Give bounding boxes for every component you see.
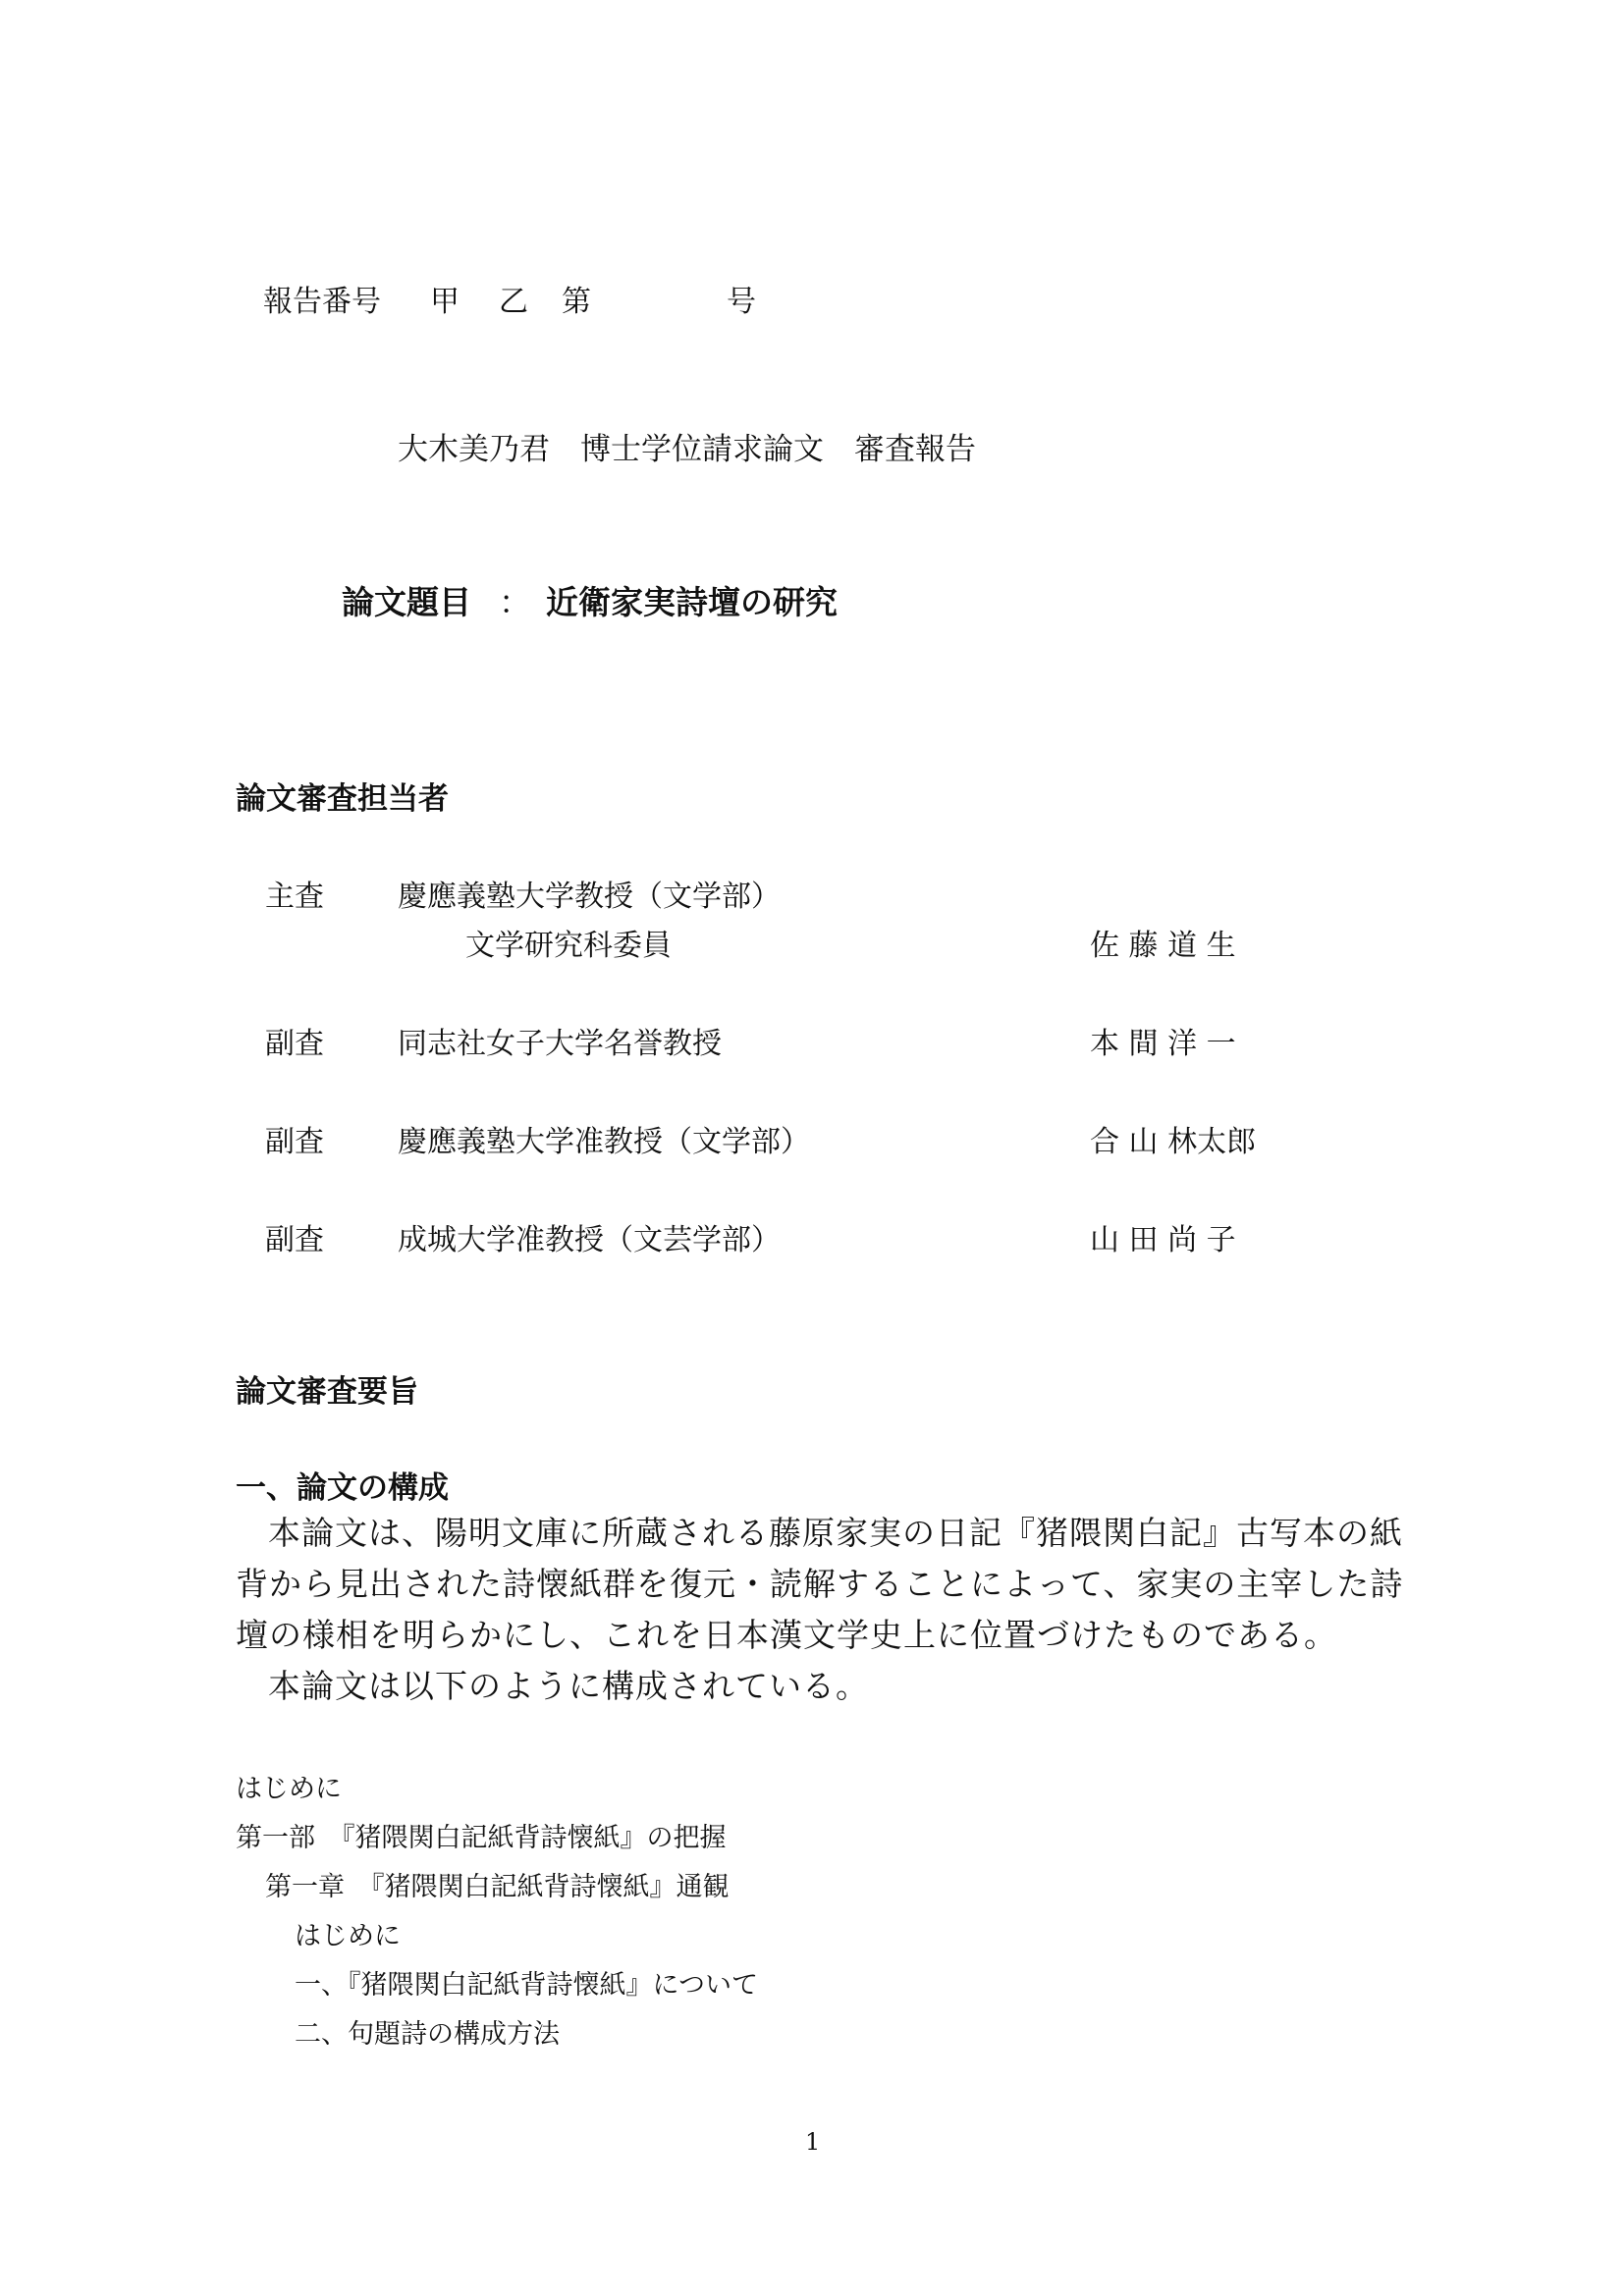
report-number-gou: 号 bbox=[727, 285, 756, 319]
body-paragraph: 本論文は以下のように構成されている。 bbox=[268, 1667, 869, 1705]
toc-item: 二、句題詩の構成方法 bbox=[295, 2019, 560, 2050]
page-number: 1 bbox=[805, 2128, 821, 2156]
examiner-affiliation: 成城大学准教授（文芸学部） bbox=[398, 1223, 781, 1257]
report-number-dai: 第 bbox=[562, 285, 591, 319]
examiner-affiliation: 同志社女子大学名誉教授 bbox=[398, 1027, 722, 1061]
examiner-affiliation: 慶應義塾大学准教授（文学部） bbox=[398, 1125, 810, 1159]
toc-item: 第一部 『猪隈関白記紙背詩懐紙』の把握 bbox=[236, 1823, 727, 1853]
examiner-role: 副査 bbox=[265, 1027, 324, 1061]
report-number-kou: 甲 bbox=[430, 285, 460, 319]
report-number-label: 報告番号 bbox=[263, 285, 381, 319]
thesis-title: 近衛家実詩壇の研究 bbox=[546, 583, 838, 621]
thesis-separator: ： bbox=[499, 583, 531, 621]
examiner-affiliation: 慶應義塾大学教授（文学部） bbox=[398, 880, 781, 914]
review-title: 大木美乃君 博士学位請求論文 審査報告 bbox=[398, 432, 976, 467]
toc-item: はじめに bbox=[236, 1774, 342, 1804]
summary-heading: 論文審査要旨 bbox=[236, 1374, 418, 1410]
examiner-name: 佐 藤 道 生 bbox=[1090, 929, 1236, 963]
examiner-affiliation-sub: 文学研究科委員 bbox=[465, 929, 672, 963]
thesis-label: 論文題目 bbox=[342, 583, 471, 621]
body-paragraph: 本論文は、陽明文庫に所蔵される藤原家実の日記『猪隈関白記』古写本の紙背から見出された詩懐紙群を復元・読解することによって、家実の主宰した詩壇の様相を明らかにし、これを日本漢文学史上に位置づけたものである。 bbox=[236, 1514, 1404, 1654]
section-heading: 一、論文の構成 bbox=[236, 1470, 449, 1506]
toc-item: 一、『猪隈関白記紙背詩懐紙』について bbox=[295, 1970, 758, 2001]
examiner-role: 副査 bbox=[265, 1125, 324, 1159]
examiner-name: 本 間 洋 一 bbox=[1090, 1027, 1236, 1061]
toc-item: はじめに bbox=[295, 1921, 401, 1951]
examiners-heading: 論文審査担当者 bbox=[236, 781, 449, 817]
toc-item: 第一章 『猪隈関白記紙背詩懐紙』通観 bbox=[265, 1872, 730, 1902]
examiner-role: 主査 bbox=[265, 880, 324, 914]
examiner-name: 山 田 尚 子 bbox=[1090, 1223, 1236, 1257]
examiner-role: 副査 bbox=[265, 1223, 324, 1257]
examiner-name: 合 山 林太郎 bbox=[1090, 1125, 1257, 1159]
report-number-otsu: 乙 bbox=[499, 285, 528, 319]
